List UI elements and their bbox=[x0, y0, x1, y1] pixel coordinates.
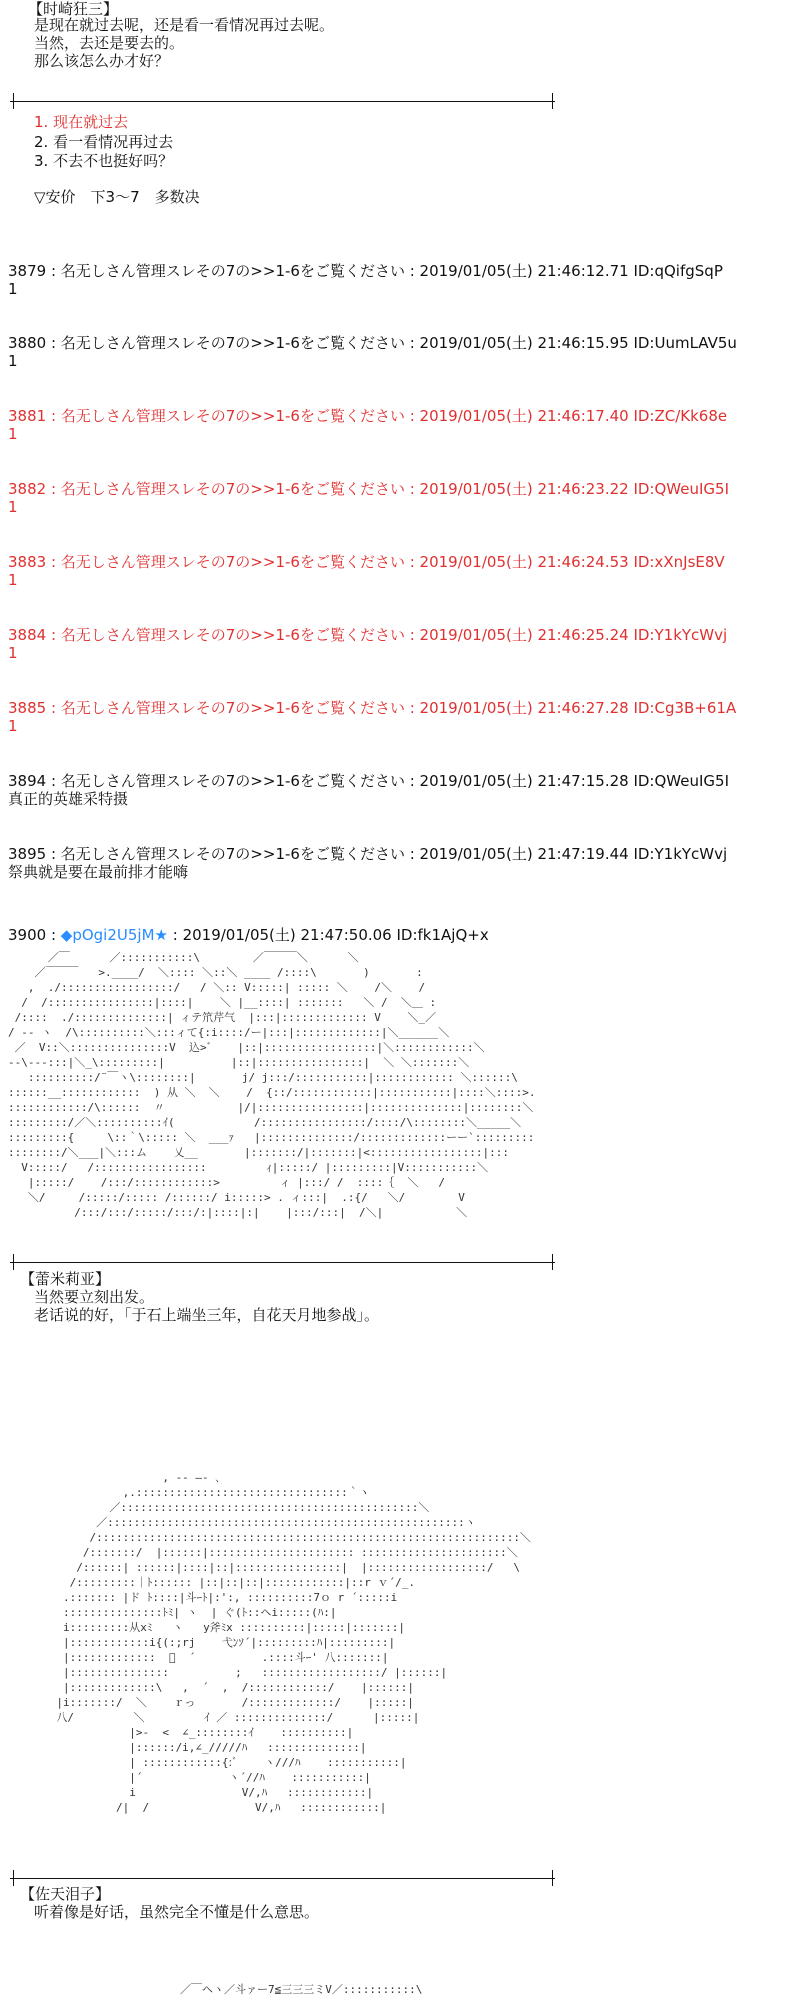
choice-item: 3. 不去不也挺好吗？ bbox=[34, 152, 174, 170]
ascii-art-portrait: , -‐ ―- ､ ,.::::::::::::::::::::::::::::::::｀ヽ ／:::::::::::::::::::::::::::::::::::::::::::::＼ ／::::::::::::::::::::::::::::::::::::::::::::::::::::::ヽ /::::::::::::::::::::::::::::::::::::::::::::::::::::::::::::::::＼ /:::::::/ |::::::|:::::::::::::::::::::: ::::::::::::::::::::::＼ /::::::| ::::::|::::|::|::::::::::::::::| |::::::::::::::::::/ \ /:::::::::｜ﾄ:::::: |::|::|::|::::::::::::|::r ｖ´/_. .::::::: |ド ﾄ::::|斗ｰﾄ|:':, ::::::::::7ｏ r ´:::::i :::::::::::::::ﾄﾐ| ヽ | ぐ(ﾄ::ヘi:::::(ﾊ:| i:::::::::从xﾐ ヽ y斧ﾐx ::::::::::|:::::|:::::::| |::::::::::::i{(:;rj 弋ﾝｿ´|:::::::::ﾊ|:::::::::| |::::::::::::: ﾞ ´ .::::斗ｰ' 八:::::::| |::::::::::::::: ; ::::::::::::::::::/ |::::::| |:::::::::::::\ , ´ , /::::::::::::/ |::::::| |i:::::::/ ＼ ｒっ /:::::::::::::/ |:::::| 八/ ＼ ｲ ／ ::::::::::::::/ |:::::| |>- < ∠_::::::::ｲ ::::::::::| |::::::/i,∠_/////ﾊ ::::::::::::::| | ::::::::::::{:ﾞ ヽ///ﾊ :::::::::::| |´ ヽ´//ﾊ :::::::::::| i V/,ﾊ ::::::::::::| /| / V/,ﾊ ::::::::::::| bbox=[56, 1471, 531, 1814]
author-name[interactable]: ◆pOgi2U5jM bbox=[60, 926, 155, 944]
post-header: 3885 : 名无しさん管理スレその7の>>1-6をご覧ください : 2019/01/05(土) 21:46:27.28 ID:Cg3B+61A bbox=[8, 699, 737, 717]
post-header: 3881 : 名无しさん管理スレその7の>>1-6をご覧ください : 2019/01/05(土) 21:46:17.40 ID:ZC/Kk68e bbox=[8, 407, 728, 425]
post-body: 1 bbox=[8, 717, 18, 735]
intro-speaker: 【时崎狂三】 bbox=[28, 0, 119, 18]
dialogue-speaker: 【蕾米莉亚】 bbox=[20, 1270, 111, 1288]
post bbox=[8, 699, 736, 735]
post bbox=[8, 845, 727, 881]
intro-line: 当然，去还是要去的。 bbox=[34, 34, 185, 52]
star-icon: ★ bbox=[154, 926, 168, 944]
post bbox=[8, 334, 737, 370]
post-body: 1 bbox=[8, 644, 18, 662]
separator-tick bbox=[552, 93, 553, 109]
vote-instruction: ▽安价 下3～7 多数决 bbox=[34, 188, 200, 206]
separator-tick bbox=[13, 93, 14, 109]
post bbox=[8, 407, 727, 443]
post-header: 3894 : 名无しさん管理スレその7の>>1-6をご覧ください : 2019/01/05(土) 21:47:15.28 ID:QWeuIG5I bbox=[8, 772, 729, 790]
post-header: 3883 : 名无しさん管理スレその7の>>1-6をご覧ください : 2019/01/05(土) 21:46:24.53 ID:xXnJsE8V bbox=[8, 553, 725, 571]
post-header: 3880 : 名无しさん管理スレその7の>>1-6をご覧ください : 2019/01/05(土) 21:46:15.95 ID:UumLAV5u bbox=[8, 334, 737, 352]
choice-item: 2. 看一看情况再过去 bbox=[34, 133, 174, 151]
separator-line bbox=[10, 1878, 555, 1879]
post-body: 祭典就是要在最前排才能嗨 bbox=[8, 863, 189, 881]
post-body: 1 bbox=[8, 280, 18, 298]
post-header: 3882 : 名无しさん管理スレその7の>>1-6をご覧ください : 2019/01/05(土) 21:46:23.22 ID:QWeuIG5I bbox=[8, 480, 729, 498]
author-post-header bbox=[8, 926, 489, 944]
post bbox=[8, 626, 727, 662]
separator-tick bbox=[13, 1870, 14, 1886]
dialogue-line: 老话说的好，「于石上端坐三年，自花天月地参战」。 bbox=[34, 1306, 380, 1324]
dialogue-line: 听着像是好话，虽然完全不懂是什么意思。 bbox=[34, 1903, 320, 1921]
separator-tick bbox=[552, 1254, 553, 1270]
dialogue-speaker: 【佐天泪子】 bbox=[20, 1885, 111, 1903]
post-meta: : 2019/01/05(土) 21:47:50.06 ID:fk1AjQ+x bbox=[172, 926, 489, 944]
post-body: 真正的英雄采特摄 bbox=[8, 790, 129, 808]
post-body: 1 bbox=[8, 352, 18, 370]
post-body: 1 bbox=[8, 498, 18, 516]
ascii-art-characters: ／￣ ／:::::::::::\ ／￣￣￣＼ ＼ ／￣￣￣ >.____/ ＼:::: ＼::＼ ____ /::::\ ) : , ./:::::::::::::::::/ / ＼:: V:::::| ::::: ＼ /＼ / / /::::::::::::::::|::::| ＼ |__::::| ::::::: ＼ / ＼＿ : /:::: ./::::::::::::::| ィテ笊芹气 |:::|::::::::::::: V ＼_／ / -- ヽ /\::::::::::＼:::ィて{:i::::/ー|:::|:::::::::::::|＼______＼ ／ V::＼:::::::::::::::V 込>゛ |::|:::::::::::::::::|＼::::::::::::＼ --\---:::|＼_\:::::::::| |::|::::::::::::::::| ＼ ＼:::::::＼ ::::::::::/¨￣ヽ\::::::::| j/ j:::/:::::::::::|:::::::::::: ＼::::::\ ::::::__:::::::::::: ) 从 ＼ ＼ / {::/::::::::::::|:::::::::::|::::＼::::>. ::::::::::::/\:::::: 〃 |/|::::::::::::::::|::::::::::::::|::::::::＼ :::::::::/／＼::::::::::ｲ( /::::::::::::::::/::::/\::::::::＼_____＼ :::::::::{ \::｀\::::: ＼ ___ｧ |::::::::::::::/:::::::::::::ーー`::::::::: ::::::::/＼___|＼:::ム 乂__ |:::::::/|:::::::|<:::::::::::::::::|::: V:::::/ /::::::::::::::::: ｨ|:::::/ |:::::::::|V:::::::::::＼ |:::::/ /:::/::::::::::::> ィ |:::/ / ::::｛ ＼ / ＼/ /:::::/::::: /::::::/ i:::::> . ィ:::| .:{/ ＼/ V /:::/:::/:::::/:::/:|::::|:| |:::/:::| /＼| ＼ bbox=[8, 951, 536, 1219]
post-number: 3900 : bbox=[8, 926, 56, 944]
post bbox=[8, 262, 723, 298]
separator-tick bbox=[552, 1870, 553, 1886]
post bbox=[8, 553, 725, 589]
post-header: 3884 : 名无しさん管理スレその7の>>1-6をご覧ください : 2019/01/05(土) 21:46:25.24 ID:Y1kYcWvj bbox=[8, 626, 728, 644]
post-header: 3895 : 名无しさん管理スレその7の>>1-6をご覧ください : 2019/01/05(土) 21:47:19.44 ID:Y1kYcWvj bbox=[8, 845, 728, 863]
separator-line bbox=[10, 101, 555, 102]
ascii-art-fragment: ／￣ヘヽ／斗ァー7≦三三三ミV／:::::::::::\ bbox=[180, 1983, 423, 1996]
post-header: 3879 : 名无しさん管理スレその7の>>1-6をご覧ください : 2019/01/05(土) 21:46:12.71 ID:qQifgSqP bbox=[8, 262, 723, 280]
choice-item-selected: 1. 现在就过去 bbox=[34, 113, 129, 131]
separator-tick bbox=[13, 1254, 14, 1270]
post bbox=[8, 772, 729, 808]
separator-line bbox=[10, 1262, 555, 1263]
intro-line: 是现在就过去呢，还是看一看情况再过去呢。 bbox=[34, 16, 335, 34]
intro-line: 那么该怎么办才好？ bbox=[34, 52, 170, 70]
post-body: 1 bbox=[8, 425, 18, 443]
post-body: 1 bbox=[8, 571, 18, 589]
post bbox=[8, 480, 729, 516]
dialogue-line: 当然要立刻出发。 bbox=[34, 1288, 155, 1306]
